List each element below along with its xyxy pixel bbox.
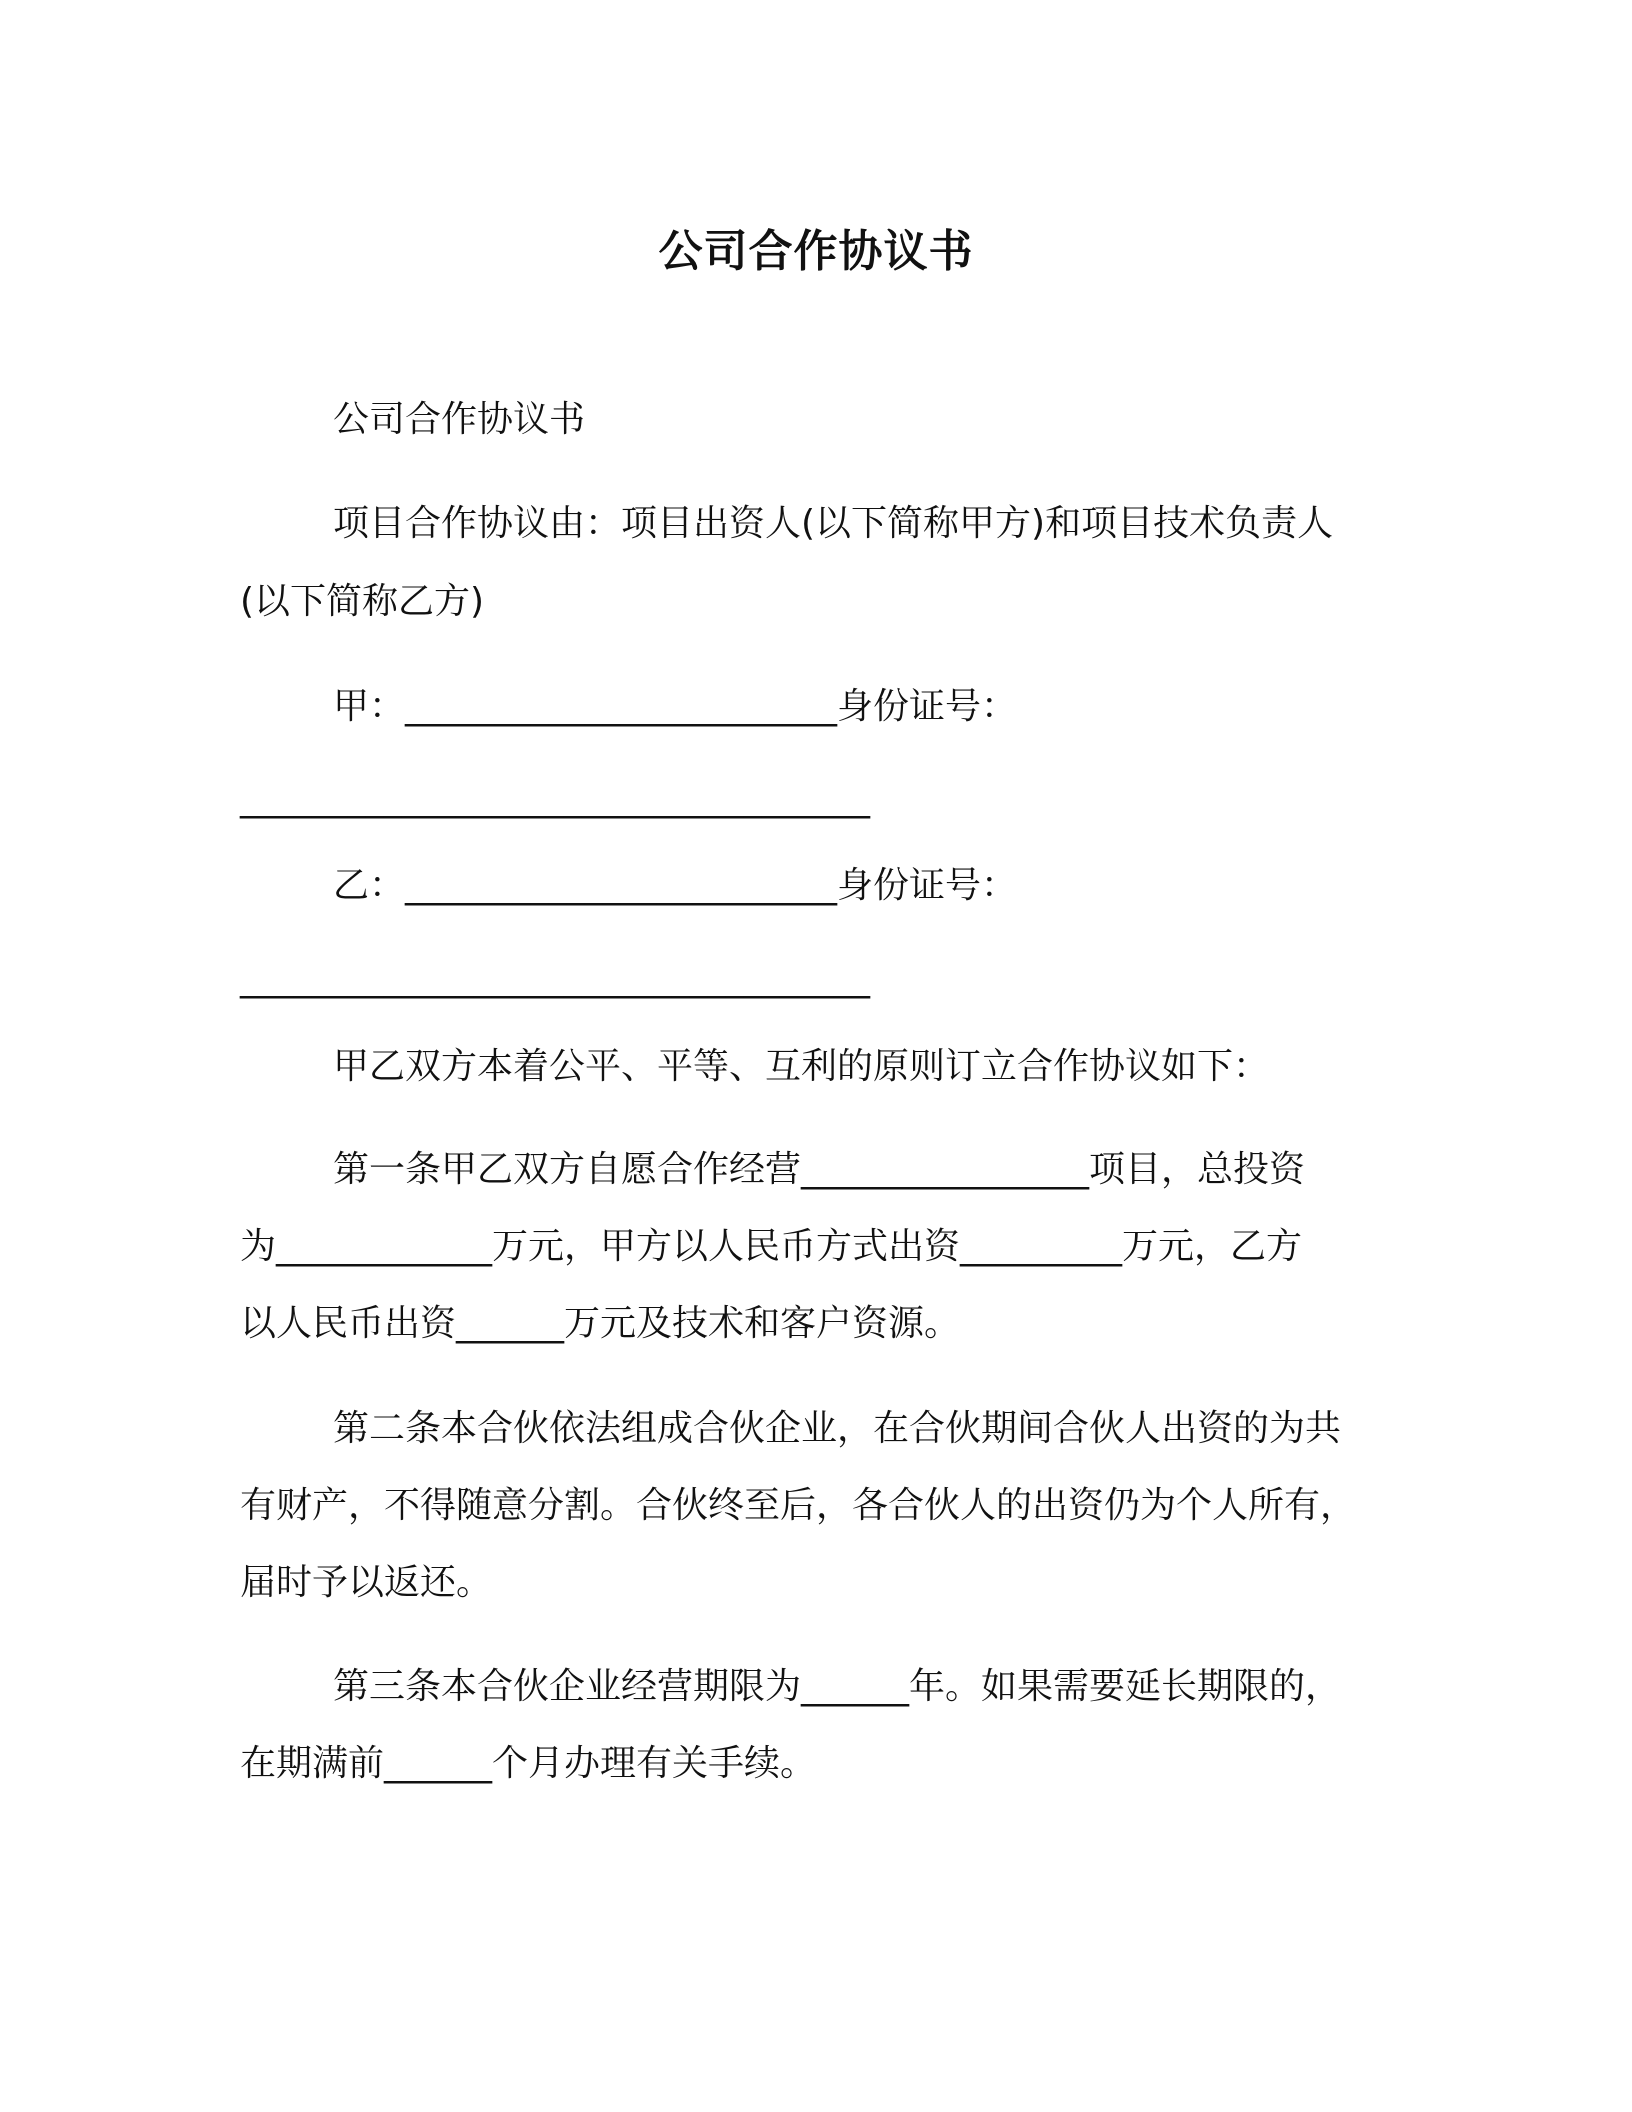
party-a-id-blank: ___________________________________ [240, 778, 870, 819]
intro-line-2: (以下简称乙方) [240, 581, 485, 622]
article-1-line-3: 以人民币出资______万元及技术和客户资源。 [240, 1303, 961, 1344]
article-3-line-2: 在期满前______个月办理有关手续。 [240, 1743, 817, 1784]
document-subtitle: 公司合作协议书 [333, 399, 586, 440]
principle-line: 甲乙双方本着公平、平等、互利的原则订立合作协议如下： [333, 1046, 1270, 1087]
article-1-line-1: 第一条甲乙双方自愿合作经营________________项目，总投资 [333, 1149, 1306, 1190]
document-title: 公司合作协议书 [658, 226, 974, 277]
article-2-line-2: 有财产，不得随意分割。合伙终至后，各合伙人的出资仍为个人所有， [240, 1485, 1357, 1526]
party-b-id-blank: ___________________________________ [240, 958, 870, 999]
intro-line-1: 项目合作协议由：项目出资人(以下简称甲方)和项目技术负责人 [333, 503, 1334, 544]
party-b-line: 乙：________________________身份证号： [333, 865, 1018, 906]
article-3-line-1: 第三条本合伙企业经营期限为______年。如果需要延长期限的， [333, 1666, 1342, 1707]
article-2-line-1: 第二条本合伙依法组成合伙企业，在合伙期间合伙人出资的为共 [333, 1408, 1342, 1449]
article-2-line-3: 届时予以返还。 [240, 1562, 493, 1603]
article-1-line-2: 为____________万元，甲方以人民币方式出资_________万元，乙方 [240, 1226, 1303, 1267]
party-a-line: 甲：________________________身份证号： [333, 686, 1018, 727]
